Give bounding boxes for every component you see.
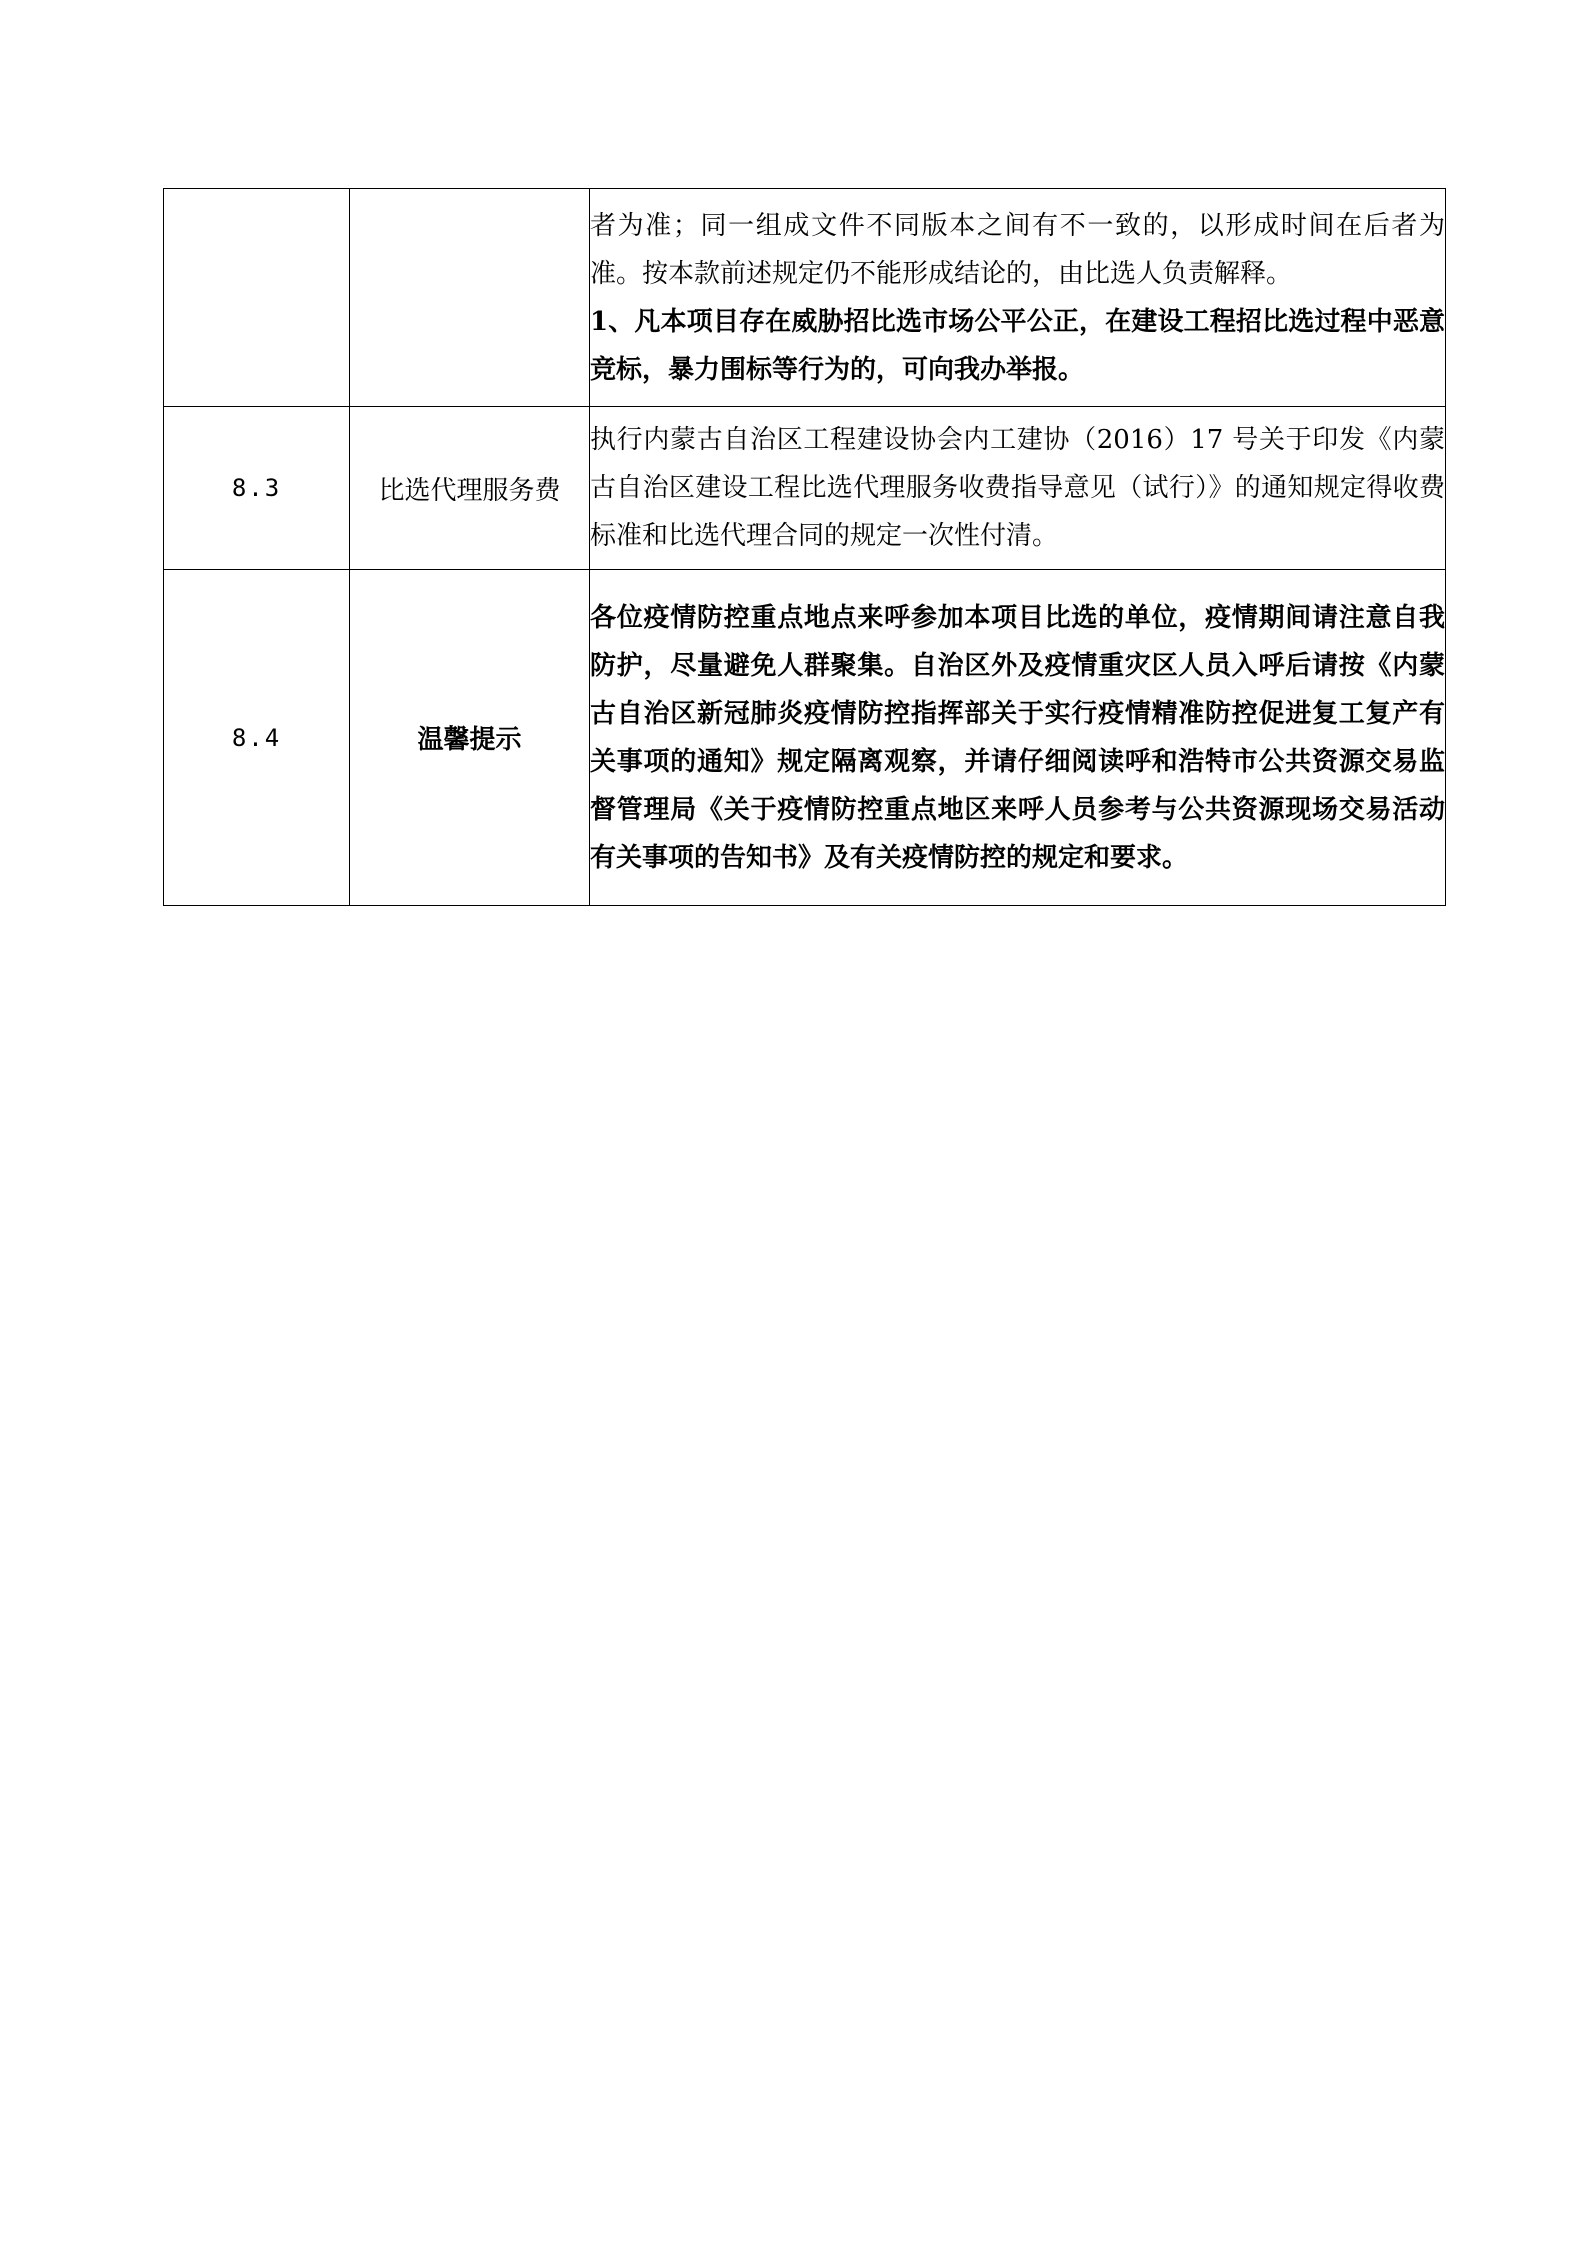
clause-title: 比选代理服务费: [350, 407, 590, 570]
clause-table: [163, 188, 1446, 906]
table-row: [164, 407, 1446, 570]
clause-content: [590, 407, 1446, 570]
table-row: [164, 189, 1446, 407]
clause-content: [590, 189, 1446, 407]
table-row: [164, 570, 1446, 906]
clause-number: [164, 189, 350, 407]
clause-paragraph: 执行内蒙古自治区工程建设协会内工建协（2016）17 号关于印发《内蒙古自治区建设工程比选代理服务收费指导意见（试行）》的通知规定得收费标准和比选代理合同的规定一次性付清。: [590, 425, 1445, 551]
clause-title: 温馨提示: [350, 570, 590, 906]
clause-number: 8.3: [164, 407, 350, 570]
clause-content: [590, 570, 1446, 906]
clause-paragraph: 者为准；同一组成文件不同版本之间有不一致的，以形成时间在后者为准。按本款前述规定仍不能形成结论的，由比选人负责解释。: [590, 210, 1445, 289]
clause-paragraph: 1、凡本项目存在威胁招比选市场公平公正，在建设工程招比选过程中恶意竞标，暴力围标等行为的，可向我办举报。: [590, 306, 1445, 385]
clause-title: [350, 189, 590, 407]
clause-number: 8.4: [164, 570, 350, 906]
clause-paragraph: 各位疫情防控重点地点来呼参加本项目比选的单位，疫情期间请注意自我防护，尽量避免人群聚集。自治区外及疫情重灾区人员入呼后请按《内蒙古自治区新冠肺炎疫情防控指挥部关于实行疫情精准防控促进复工复产有关事项的通知》规定隔离观察，并请仔细阅读呼和浩特市公共资源交易监督管理局《关于疫情防控重点地区来呼人员参考与公共资源现场交易活动有关事项的告知书》及有关疫情防控的规定和要求。: [590, 602, 1445, 873]
